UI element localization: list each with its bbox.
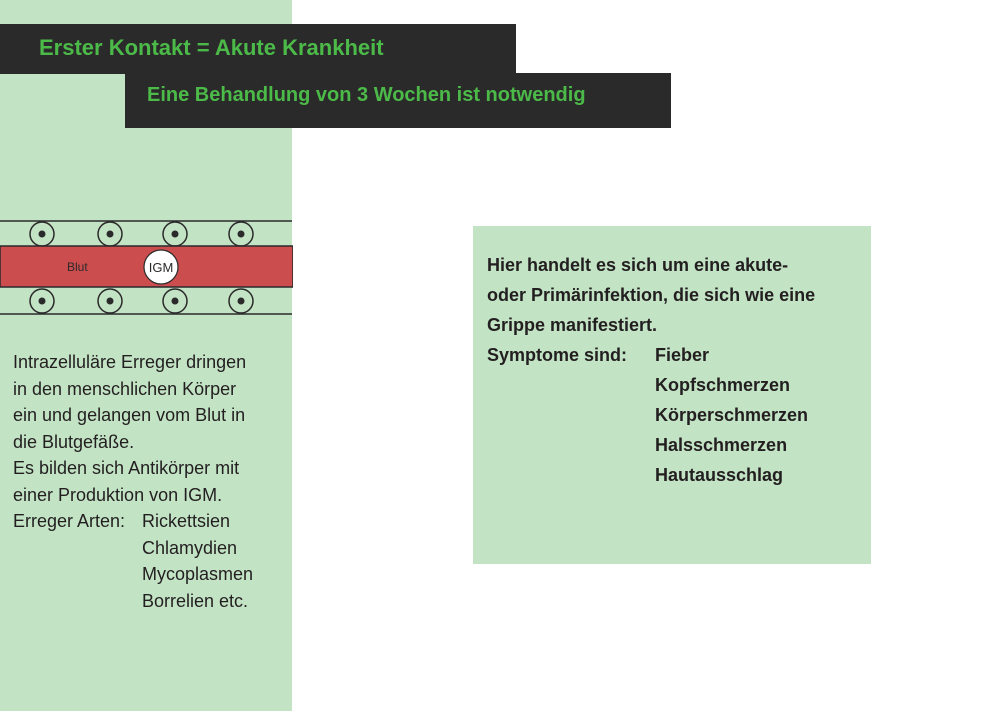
text-line: Intrazelluläre Erreger dringen [13,352,247,372]
symptom-item: Hautausschlag [655,465,784,485]
pathogen-type: Borrelien etc. [142,590,249,611]
symptom-item: Kopfschmerzen [655,375,791,395]
symptom-item: Halsschmerzen [655,435,788,455]
info-line: Grippe manifestiert. [487,315,658,335]
cell-icon [229,289,253,313]
symptoms-label: Symptome sind: [487,345,628,365]
title-banner [0,24,516,74]
text-line: die Blutgefäße. [13,431,135,452]
cell-icon [98,222,122,246]
cell-icon [163,289,187,313]
pathogen-type: Mycoplasmen [142,564,254,584]
text-line: in den menschlichen Körper [13,378,237,399]
blood-vessel-diagram [0,215,293,320]
blut-label: Blut [67,260,88,274]
symptoms-row [487,340,871,370]
pathogen-types-row [13,508,288,535]
text-line: einer Produktion von IGM. [13,484,223,505]
cell-icon [98,289,122,313]
pathogen-types-label: Erreger Arten: [13,511,126,531]
info-box [473,226,871,564]
igm-label: IGM [148,260,174,275]
subtitle-text: Eine Behandlung von 3 Wochen ist notwendig [147,84,586,106]
title-text: Erster Kontakt = Akute Krankheit [39,35,384,60]
cell-icon [30,289,54,313]
text-line: ein und gelangen vom Blut in [13,405,246,425]
info-line: oder Primärinfektion, die sich wie eine [487,285,816,305]
cell-icon [30,222,54,246]
info-line: Hier handelt es sich um eine akute- [487,255,789,275]
pathogen-type: Rickettsien [142,511,231,531]
text-line: Es bilden sich Antikörper mit [13,458,240,478]
subtitle-banner [125,73,671,128]
symptom-item: Körperschmerzen [655,405,809,425]
cell-icon [229,222,253,246]
left-description [13,349,288,614]
symptom-item: Fieber [655,345,710,365]
pathogen-type: Chlamydien [142,537,238,558]
cell-icon [163,222,187,246]
